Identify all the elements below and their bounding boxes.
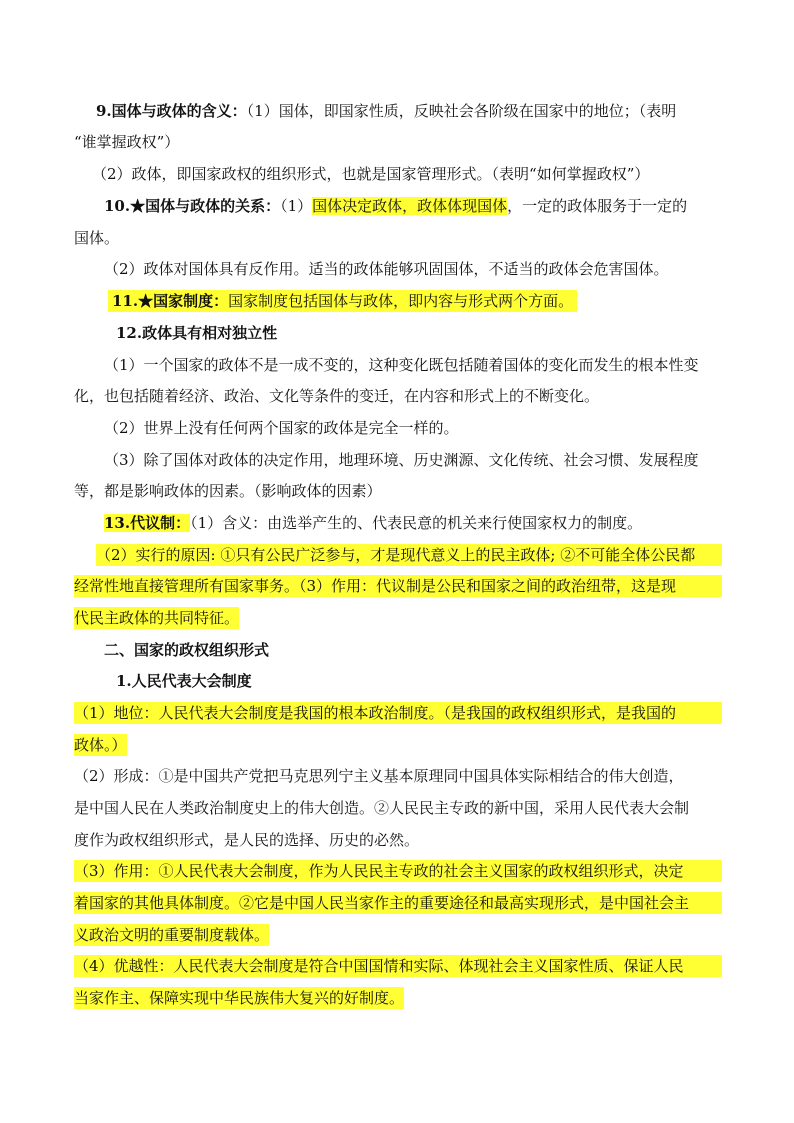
- superiority-line: （4）优越性：人民代表大会制度是符合中国国情和实际、体现社会主义国家性质、保证人民: [74, 955, 722, 977]
- function-line-2: 着国家的其他具体制度。②它是中国人民当家作主的重要途径和最高实现形式，是中国社会主: [74, 892, 722, 914]
- function-line-3: 义政治文明的重要制度载体。: [74, 926, 270, 944]
- function-line: （3）作用：①人民代表大会制度，作为人民民主专政的社会主义国家的政权组织形式，决定: [74, 860, 722, 882]
- subsection-heading: 1.人民代表大会制度: [116, 672, 252, 690]
- item-12-part2: （2）世界上没有任何两个国家的政体是完全一样的。: [104, 419, 459, 437]
- section-heading: 二、国家的政权组织形式: [104, 641, 270, 659]
- formation-line-3: 度作为政权组织形式，是人民的选择、历史的必然。: [74, 831, 420, 849]
- item-10-cont: 国体。: [74, 229, 120, 247]
- item-12-title: 12.政体具有相对独立性: [116, 324, 278, 342]
- item-9-cont: “谁掌握政权”）: [74, 133, 180, 151]
- item-13-part2-end: 代民主政体的共同特征。: [74, 609, 240, 627]
- formation-line-2: 是中国人民在人类政治制度史上的伟大创造。②人民民主专政的新中国，采用人民代表大会制: [74, 799, 690, 817]
- item-12-part1: （1）一个国家的政体不是一成不变的，这种变化既包括随着国体的变化而发生的根本性变: [104, 356, 699, 374]
- item-10: [104, 195, 687, 217]
- item-11-title: 11.★国家制度：: [112, 292, 229, 310]
- item-10-part2: （2）政体对国体具有反作用。适当的政体能够巩固国体，不适当的政体会危害国体。: [104, 260, 669, 278]
- item-13-text: （1）含义：由选举产生的、代表民意的机关来行使国家权力的制度。: [190, 514, 643, 532]
- item-11: [108, 290, 577, 312]
- item-12-part3: （3）除了国体对政体的决定作用，地理环境、历史渊源、文化传统、社会习惯、发展程度: [104, 451, 699, 469]
- item-13: [104, 512, 642, 534]
- item-13-part2: （2）实行的原因: ①只有公民广泛参与，才是现代意义上的民主政体; ②不可能全体公民都: [96, 544, 722, 566]
- position-line-cont: 政体。）: [74, 736, 127, 754]
- item-11-text: 国家制度包括国体与政体，即内容与形式两个方面。: [228, 292, 574, 310]
- item-9-text: （1）国体，即国家性质，反映社会各阶级在国家中的地位；（表明: [246, 102, 677, 120]
- item-9-title: 9.国体与政体的含义：: [96, 102, 247, 120]
- position-line: （1）地位：人民代表大会制度是我国的根本政治制度。（是我国的政权组织形式，是我国的: [74, 702, 722, 724]
- item-12-part3-cont: 等，都是影响政体的因素。（影响政体的因素）: [74, 482, 382, 500]
- item-13-title: 13.代议制：: [104, 514, 191, 532]
- item-10-text: ，一定的政体服务于一定的: [507, 197, 688, 215]
- item-13-part2-cont: 经常性地直接管理所有国家事务。（3）作用：代议制是公民和国家之间的政治纽带，这是现: [74, 575, 722, 597]
- item-9-part2: （2）政体，即国家政权的组织形式，也就是国家管理形式。（表明“如何掌握政权”）: [92, 165, 650, 183]
- item-9: [96, 100, 676, 122]
- item-10-title: 10.★国体与政体的关系：: [104, 197, 281, 215]
- item-10-highlight: 国体决定政体，政体体现国体: [312, 197, 508, 215]
- formation-line: （2）形成：①是中国共产党把马克思列宁主义基本原理同中国具体实际相结合的伟大创造，: [74, 767, 684, 785]
- superiority-line-2: 当家作主、保障实现中华民族伟大复兴的好制度。: [74, 989, 405, 1007]
- item-10-num: （1）: [280, 197, 313, 215]
- item-12-part1-cont: 化，也包括随着经济、政治、文化等条件的变迁，在内容和形式上的不断变化。: [74, 387, 600, 405]
